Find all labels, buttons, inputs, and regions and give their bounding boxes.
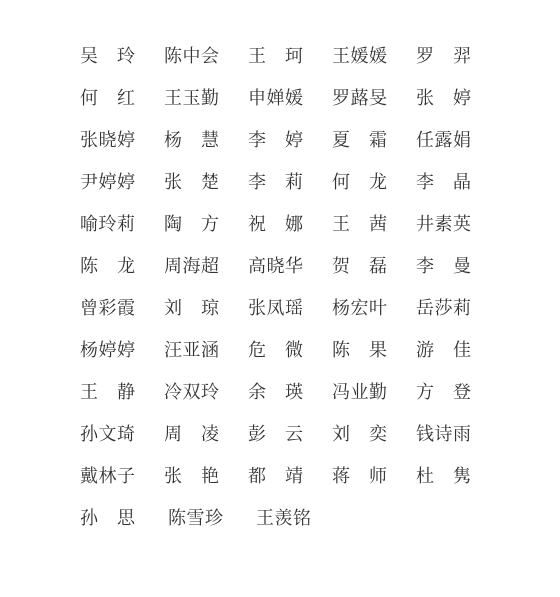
name-item: 孙文琦 <box>80 424 136 445</box>
name-item: 曾彩霞 <box>80 298 136 319</box>
name-item: 李 晶 <box>416 172 472 193</box>
name-item: 刘 奕 <box>332 424 388 445</box>
name-item: 彭 云 <box>248 424 304 445</box>
name-item: 喻玲莉 <box>80 214 136 235</box>
name-row <box>80 330 500 372</box>
name-item: 张晓婷 <box>80 130 136 151</box>
name-item: 陈中会 <box>164 46 220 67</box>
name-row <box>80 36 500 78</box>
name-row <box>80 498 500 540</box>
name-item: 孙 思 <box>80 508 136 529</box>
name-item: 张凤瑶 <box>248 298 304 319</box>
name-row <box>80 414 500 456</box>
name-item: 方 登 <box>416 382 472 403</box>
name-row <box>80 120 500 162</box>
name-item: 王羡铭 <box>256 508 312 529</box>
name-list <box>80 36 500 540</box>
name-row <box>80 204 500 246</box>
name-item: 李 莉 <box>248 172 304 193</box>
name-item: 夏 霜 <box>332 130 388 151</box>
name-item: 李 曼 <box>416 256 472 277</box>
name-item: 游 佳 <box>416 340 472 361</box>
name-row <box>80 372 500 414</box>
name-item: 王媛媛 <box>332 46 388 67</box>
name-item: 陈雪珍 <box>168 508 224 529</box>
name-item: 汪亚涵 <box>164 340 220 361</box>
name-item: 任露娟 <box>416 130 472 151</box>
name-item: 尹婷婷 <box>80 172 136 193</box>
name-item: 杨婷婷 <box>80 340 136 361</box>
name-item: 何 龙 <box>332 172 388 193</box>
name-item: 王玉勤 <box>164 88 220 109</box>
name-item: 蒋 师 <box>332 466 388 487</box>
name-item: 钱诗雨 <box>416 424 472 445</box>
name-row <box>80 246 500 288</box>
name-item: 申婵媛 <box>248 88 304 109</box>
name-item: 祝 娜 <box>248 214 304 235</box>
name-row <box>80 288 500 330</box>
name-item: 危 微 <box>248 340 304 361</box>
name-item: 李 婷 <box>248 130 304 151</box>
name-item: 杨 慧 <box>164 130 220 151</box>
name-item: 都 靖 <box>248 466 304 487</box>
name-item: 王 珂 <box>248 46 304 67</box>
name-row <box>80 456 500 498</box>
name-item: 陶 方 <box>164 214 220 235</box>
name-item: 吴 玲 <box>80 46 136 67</box>
name-item: 余 瑛 <box>248 382 304 403</box>
name-row <box>80 162 500 204</box>
name-item: 罗蕗旻 <box>332 88 388 109</box>
name-item: 王 茜 <box>332 214 388 235</box>
name-row <box>80 78 500 120</box>
name-item: 何 红 <box>80 88 136 109</box>
name-item: 罗 羿 <box>416 46 472 67</box>
name-item: 周海超 <box>164 256 220 277</box>
name-item: 冯业勤 <box>332 382 388 403</box>
name-item: 陈 龙 <box>80 256 136 277</box>
name-item: 陈 果 <box>332 340 388 361</box>
name-item: 戴林子 <box>80 466 136 487</box>
name-item: 岳莎莉 <box>416 298 472 319</box>
name-item: 刘 琼 <box>164 298 220 319</box>
name-item: 井素英 <box>416 214 472 235</box>
name-item: 张 婷 <box>416 88 472 109</box>
name-item: 贺 磊 <box>332 256 388 277</box>
name-item: 杜 隽 <box>416 466 472 487</box>
name-item: 杨宏叶 <box>332 298 388 319</box>
name-item: 冷双玲 <box>164 382 220 403</box>
name-item: 张 艳 <box>164 466 220 487</box>
name-item: 高晓华 <box>248 256 304 277</box>
name-item: 王 静 <box>80 382 136 403</box>
name-item: 周 凌 <box>164 424 220 445</box>
name-item: 张 楚 <box>164 172 220 193</box>
